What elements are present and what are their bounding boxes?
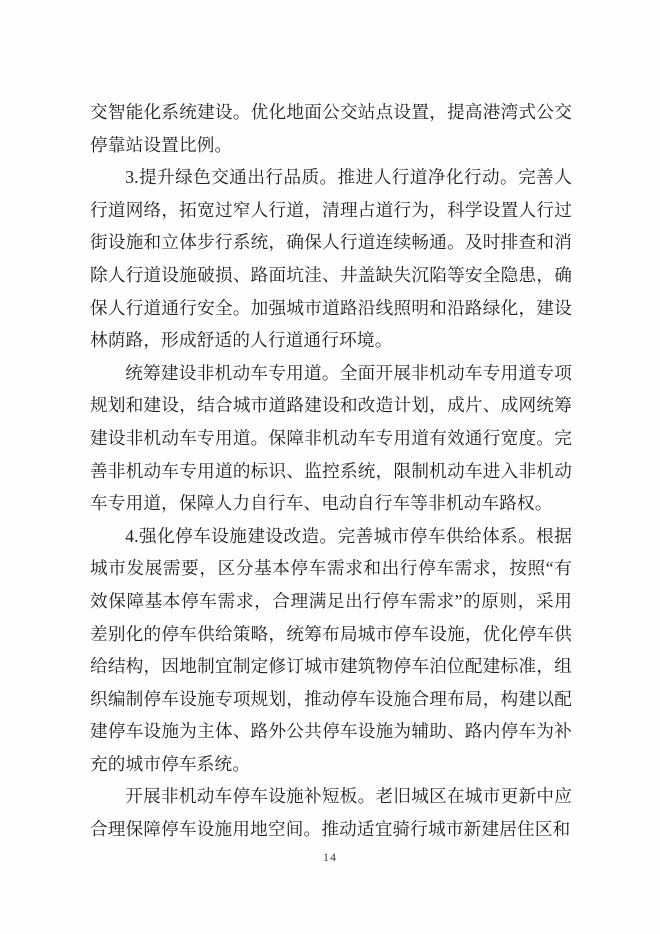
paragraph-item-3: 3.提升绿色交通出行品质。推进人行道净化行动。完善人行道网络，拓宽过窄人行道，清理占道行为，科学设置人行过街设施和立体步行系统，确保人行道连续畅通。及时排查和消除人行道设施破损、路面坑洼、井盖缺失沉陷等安全隐患，确保人行道通行安全。加强城市道路沿线照明和沿路绿化，建设林荫路，形成舒适的人行道通行环境。: [90, 167, 572, 351]
paragraph-bike-parking: 开展非机动车停车设施补短板。老旧城区在城市更新中应合理保障停车设施用地空间。推动适宜骑行城市新建居住区和: [90, 786, 572, 840]
paragraph-continuation: 交智能化系统建设。优化地面公交站点设置，提高港湾式公交停靠站设置比例。: [90, 102, 572, 155]
paragraph-item-4: 4.强化停车设施建设改造。完善城市停车供给体系。根据城市发展需要，区分基本停车需求和出行停车需求，按照“有效保障基本停车需求，合理满足出行停车需求”的原则，采用差别化的停车供给策略，统筹布局城市停车设施，优化停车供给结构，因地制宜制定修订城市建筑物停车泊位配建标准，组织编制停车设施专项规划，推动停车设施合理布局，构建以配建停车设施为主体、路外公共停车设施为辅助、路内停车为补充的城市停车系统。: [90, 525, 572, 774]
document-body: [90, 96, 572, 846]
paragraph-bike-lanes: 统筹建设非机动车专用道。全面开展非机动车专用道专项规划和建设，结合城市道路建设和改造计划，成片、成网统筹建设非机动车专用道。保障非机动车专用道有效通行宽度。完善非机动车专用道的标识、监控系统，限制机动车进入非机动车专用道，保障人力自行车、电动自行车等非机动车路权。: [90, 362, 572, 514]
page-number: 14: [323, 850, 337, 864]
